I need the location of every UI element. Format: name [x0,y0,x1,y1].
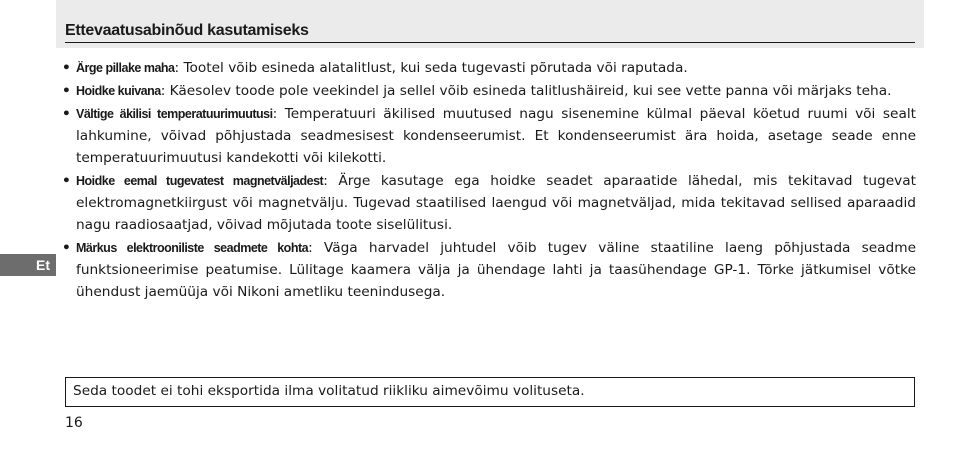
list-item [60,170,916,236]
list-item [60,57,916,79]
bullet-marker: • [62,106,71,122]
bullet-marker: • [62,240,71,256]
export-notice-box [65,377,915,407]
term-separator: : [174,60,184,76]
list-item [60,80,916,102]
precaution-term: Ärge pillake maha [76,61,175,75]
precaution-term: Märkus elektrooniliste seadmete kohta [76,241,309,255]
bullet-marker: • [62,173,71,189]
precaution-term: Vältige äkilisi temperatuurimuutusi [76,107,273,121]
list-item [60,237,916,303]
precaution-term: Hoidke eemal tugevatest magnetväljadest [76,174,324,188]
precaution-text: Käesolev toode pole veekindel ja sellel võib esineda talitlushäireid, kui see vette panna või märjaks teha. [169,83,892,99]
precautions-list [60,57,916,304]
precaution-text: Temperatuuri äkilised muutused nagu sisenemine külmal päeval köetud ruumi või sealt lahkumine, võivad põhjustada seadmesisest kondenseerumist. Et kondenseerumist ära hoida, asetage seade enne temperatuurimuutusi kandekotti või kilekotti. [76,106,917,166]
term-separator: : [272,106,285,122]
export-notice-text: Seda toodet ei tohi eksportida ilma volitatud riikliku aimevõimu volituseta. [73,383,585,399]
language-tab: Et [0,254,56,276]
bullet-marker: • [62,83,71,99]
term-separator: : [160,83,170,99]
bullet-marker: • [62,60,71,76]
page-title: Ettevaatusabinõud kasutamiseks [65,20,915,43]
page-number: 16 [65,415,83,431]
term-separator: : [323,173,339,189]
precaution-text: Tootel võib esineda alatalitlust, kui seda tugevasti põrutada või raputada. [183,60,688,76]
list-item [60,103,916,169]
term-separator: : [308,240,324,256]
precaution-text: Ärge kasutage ega hoidke seadet aparaatide lähedal, mis tekitavad tugevat elektromagnetkiirgust või magnetvälju. Tugevad staatilised laengud või magnetväljad, mida tekitavad sellised aparaadid nagu raadiosaatjad, võivad mõjutada toote siselülitusi. [76,173,916,233]
precaution-term: Hoidke kuivana [76,84,161,98]
precaution-text: Väga harvadel juhtudel võib tugev väline staatiline laeng põhjustada seadme funktsioneerimise peatumise. Lülitage kaamera välja ja ühendage lahti ja taasühendage GP-1. Tõrke jätkumisel võtke ühendust jaemüüja või Nikoni ametliku teenindusega. [76,240,916,300]
